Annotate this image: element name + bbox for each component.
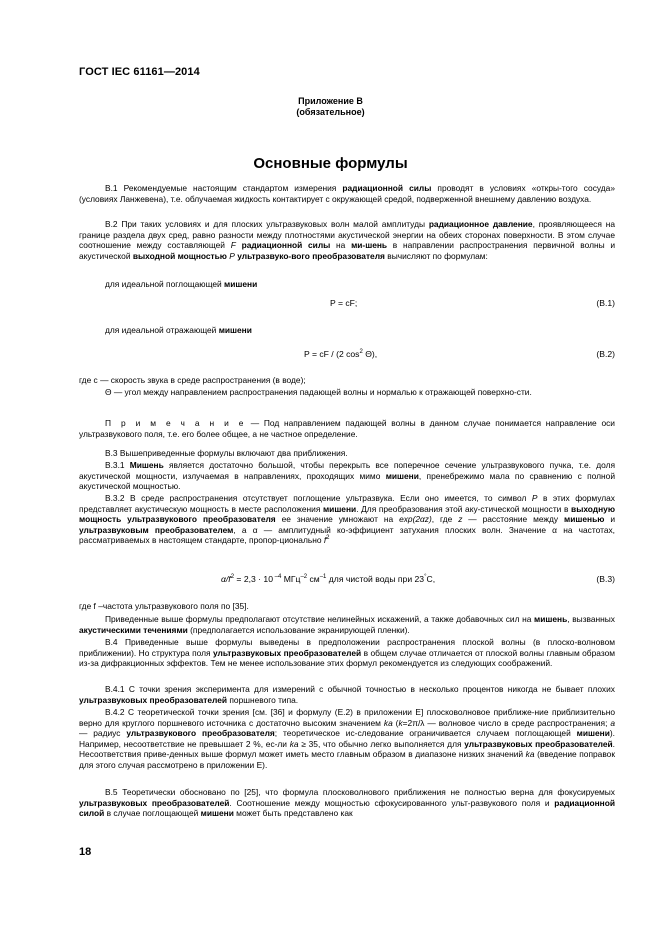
formula-b2-expression: P = cF / (2 $\cos^2 \Theta$),	[304, 349, 378, 359]
appendix-subtitle: (обязательное)	[296, 107, 365, 117]
note: П р и м е ч а н и е — Под направлением падающей волны в данном случае понимается направление оси ультразвукового поля, т.е. его более общее, а не частное определение.	[79, 418, 615, 439]
paragraph-b31: В.3.1 Мишень является достаточно большой, чтобы перекрыть все поперечное сечение ультразвукового пучка, т.е. доля акустической мощности, излучаемая в направлениях, проходящих мимо мишени, пренебрежимо мала по сравнению с полной акустической мощностью.	[79, 460, 615, 492]
document-header: ГОСТ IEC 61161—2014	[79, 66, 200, 78]
formula-b1-expression: P = cF;	[330, 298, 358, 308]
section-title: Основные формулы	[253, 155, 408, 172]
page-number: 18	[79, 846, 92, 858]
paragraph-b4: В.4 Приведенные выше формулы выведены в предположении распространения плоской волны (в плоско-волновом приближении). Но структура поля ультразвуковых преобразователей в общем случае отличается от плоской волны главным образом из-за дифракционных эффектов. Тем не менее использование этих формул рекомендуется из следующих соображений.	[79, 637, 615, 669]
definition-f: где f –частота ультразвукового поля по [35].	[79, 601, 249, 611]
formula-b1	[79, 298, 615, 310]
paragraph-b3: В.3 Вышеприведенные формулы включают два приближения.	[105, 448, 348, 458]
definition-theta: Θ — угол между направлением распространения падающей волны и нормалью к отражающей поверхно-сти.	[105, 387, 532, 397]
formula-b3-number: (В.3)	[596, 574, 615, 584]
paragraph-b42: В.4.2 С теоретической точки зрения [см. [36] и формулу (Е.2) в приложении Е] плосковолновое приближе-ние приблизительно верно для круглого поршневого источника с достаточно высоким значением ka (k=2π/λ — волновое число в среде распространения; a — радиус ультразвукового преобразователя; теоретическое ис-следование ограничивается случаем поглощающей мишени). Например, несоответствие не превышает 2 %, ес-ли ka ≥ 35, что обычно легко выполняется для ультразвуковых преобразователей. Несоответствия приве-денных выше формул может иметь место главным образом в диапазоне низких значений ka (введение поправок для этого случая рассмотрено в приложении Е).	[79, 707, 615, 770]
paragraph-b41: В.4.1 С точки зрения эксперимента для измерений с обычной точностью в несколько процентов никогда не бывает плохих ультразвуковых преобразователей поршневого типа.	[79, 684, 615, 705]
formula-b2	[79, 349, 615, 361]
formula-b3	[79, 574, 615, 586]
absorbing-target-label: для идеальной поглощающей мишени	[105, 279, 258, 289]
paragraph-b5: В.5 Теоретически обосновано по [25], что формула плосковолнового приближения не полностью верна для фокусируемых ультразвуковых преобразователей. Соотношение между мощностью сфокусированного ульт-развукового поля и радиационной силой в случае поглощающей мишени может быть представлено как	[79, 787, 615, 819]
appendix-title: Приложение В	[298, 96, 363, 106]
paragraph-b32: В.3.2 В среде распространения отсутствует поглощение ультразвука. Если оно имеется, то символ P в этих формулах представляет акустическую мощность в месте расположения мишени. Для преобразования этой аку-стической мощности в выходную мощность ультразвукового преобразователя ее значение умножают на exp(2αz), где z — расстояние между мишенью и ультразвуковым преобразователем, а α — амплитудный ко-эффициент затухания плоских волн. Значение α на частотах, рассматриваемых в настоящем стандарте, пропор-ционально $f^2$	[79, 493, 615, 546]
formula-b2-number: (В.2)	[596, 349, 615, 359]
reflecting-target-label: для идеальной отражающей мишени	[105, 325, 252, 335]
paragraph-assumptions: Приведенные выше формулы предполагают отсутствие нелинейных искажений, а также добавочных сил на мишень, вызванных акустическими течениями (предполагается использование экранирующей пленки).	[79, 614, 615, 635]
paragraph-b1: В.1 Рекомендуемые настоящим стандартом измерения радиационной силы проводят в условиях «откры-того сосуда» (условиях Ланжевена), т.е. облучаемая жидкость контактирует с окружающей средой, подверженной внешнему давлению воздуха.	[79, 183, 615, 204]
paragraph-b2: В.2 При таких условиях и для плоских ультразвуковых волн малой амплитуды радиационное давление, проявляющееся на границе раздела двух сред, равно разности между плотностями акустической энергии на обеих сторонах поверхности. В этом случае соотношение между составляющей F радиационной силы на ми-шень в направлении распространения первичной волны и акустической выходной мощностью P ультразвуко-вого преобразователя вычисляют по формулам:	[79, 219, 616, 261]
definition-c: где c — скорость звука в среде распространения (в воде);	[79, 375, 306, 385]
formula-b3-expression: $\alpha/f^2 = 2,3 \cdot 10$ $^{-4}$ МГц$^{-2}$ $см^{-1}$ для чистой воды при 23°С,	[221, 574, 436, 584]
formula-b1-number: (В.1)	[596, 298, 615, 308]
